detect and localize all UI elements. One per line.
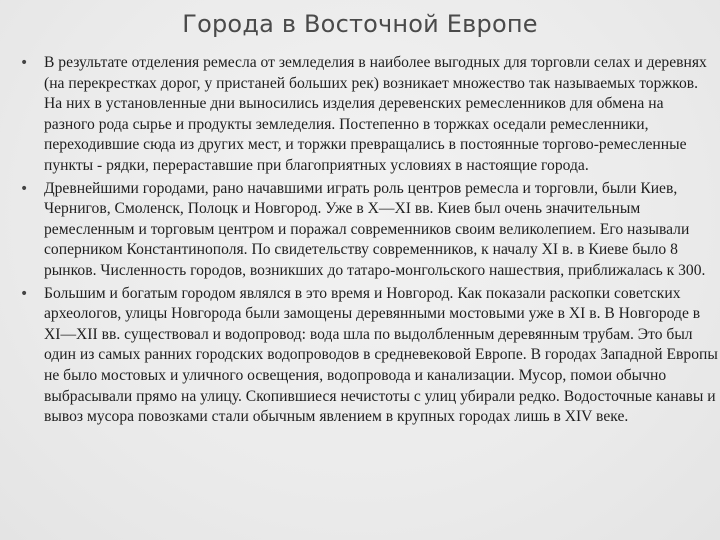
bullet-dot-icon: • [20, 285, 29, 302]
bullet-dot-icon: • [20, 55, 29, 71]
bullet-text: Древнейшими городами, рано начавшими играть роль центров ремесла и торговли, были Киев, Чернигов, Смоленск, Полоцк и Новгород. Уже в X—XI вв. Киев был очень значительным ремесленным и торговым центром и поражал современников своим великолепием. Его называли соперником Константинополя. По свидетельству современников, к началу XI в. в Киеве было 8 рынков. Численность городов, возникших до татаро-монгольского нашествия, приближалась к 300. [44, 179, 706, 279]
bullet-dot-icon: • [20, 180, 29, 197]
bullet-item [20, 179, 718, 282]
slide-title: Города в Восточной Европе [182, 10, 538, 38]
bullet-text: В результате отделения ремесла от земледелия в наиболее выгодных для торговли селах и деревнях (на перекрестках дорог, у пристаней больших рек) возникает множество так называемых торжков. На них в установленные дни выносились изделия деревенских ремесленников для обмена на разного рода сырье и продукты земледелия. Постепенно в торжках оседали ремесленники, переходившие сюда из других мест, и торжки превращались в постоянные торгово-ремесленные пункты - рядки, перераставшие при благоприятных условиях в настоящие города. [44, 54, 707, 174]
bullet-list [20, 53, 718, 430]
bullet-text: Большим и богатым городом являлся в это время и Новгород. Как показали раскопки советских археологов, улицы Новгорода были замощены деревянными мостовыми уже в XI в. В Новгороде в XI—XII вв. существовал и водопровод: вода шла по выдолбленным деревянным трубам. Это был один из самых ранних городских водопроводов в средневековой Европе. В городах Западной Европы не было мостовых и уличного освещения, водопровода и канализации. Мусор, помои обычно выбрасывали прямо на улицу. Скопившиеся нечистоты с улиц убирали редко. Водосточные канавы и вывоз мусора повозками стали обычным явлением в крупных городах лишь в XIV веке. [44, 284, 718, 426]
bullet-item [20, 284, 718, 428]
bullet-item [20, 53, 718, 177]
